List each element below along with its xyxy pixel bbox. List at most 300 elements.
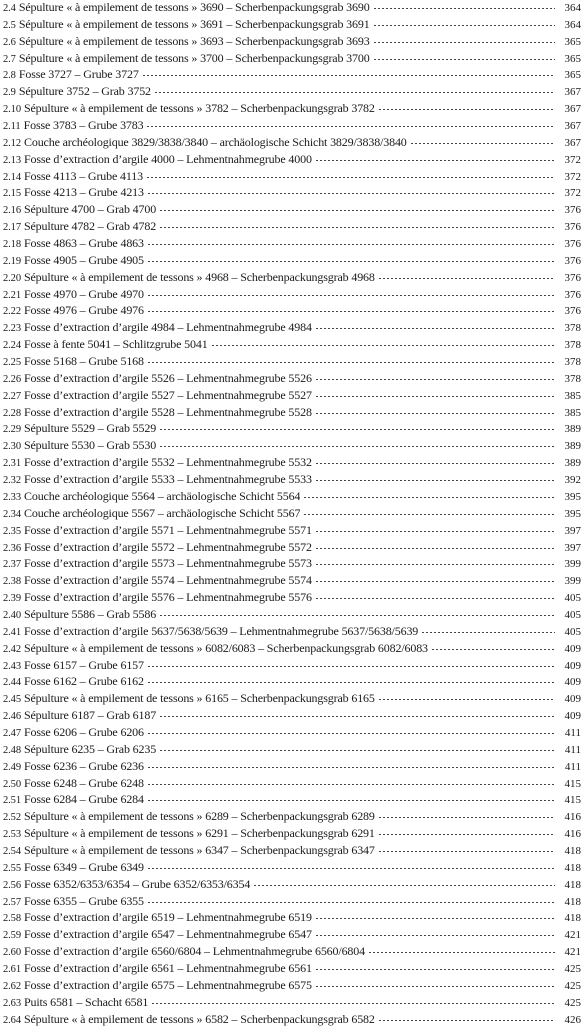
toc-dot-leader — [151, 1003, 555, 1004]
toc-entry[interactable] — [3, 219, 581, 236]
toc-entry-page-number: 392 — [564, 474, 581, 487]
toc-entry[interactable] — [3, 944, 581, 961]
toc-entry-page-number: 418 — [564, 861, 581, 874]
toc-dot-leader — [373, 25, 555, 26]
toc-dot-leader — [147, 868, 555, 869]
toc-entry-title: Fosse d’extraction d’argile 5573 – Lehmentnahmegrube 5573 — [23, 556, 312, 571]
toc-entry-title: Sépulture « à empilement de tessons » 6291 – Scherbenpackungsgrab 6291 — [23, 826, 375, 841]
toc-entry-title: Fosse 4863 – Grube 4863 — [23, 236, 144, 251]
toc-entry-page-number: 405 — [564, 592, 581, 605]
toc-dot-leader — [315, 379, 555, 380]
toc-entry-page-number: 397 — [564, 524, 581, 537]
toc-entry-title: Sépulture « à empilement de tessons » 6165 – Scherbenpackungsgrab 6165 — [23, 691, 375, 706]
toc-entry-page-number: 415 — [564, 777, 581, 790]
toc-entry-number: 2.25 — [3, 357, 21, 369]
toc-dot-leader — [154, 92, 555, 93]
toc-entry-title: Sépulture 4700 – Grab 4700 — [23, 202, 157, 217]
toc-entry-page-number: 418 — [564, 844, 581, 857]
toc-dot-leader — [147, 902, 555, 903]
toc-entry-number: 2.63 — [3, 997, 21, 1009]
toc-dot-leader — [315, 160, 555, 161]
toc-dot-leader — [146, 126, 555, 127]
toc-entry[interactable] — [3, 371, 581, 388]
toc-entry-number: 2.45 — [3, 694, 21, 706]
toc-entry-page-number: 399 — [564, 575, 581, 588]
toc-dot-leader — [315, 986, 555, 987]
toc-dot-leader — [146, 177, 555, 178]
toc-entry-title: Couche archéologique 5564 – archäologische Schicht 5564 — [23, 488, 301, 503]
toc-entry-page-number: 365 — [564, 69, 581, 82]
toc-entry[interactable] — [3, 1012, 581, 1028]
toc-dot-leader — [378, 109, 555, 110]
toc-entry-page-number: 411 — [564, 743, 581, 756]
toc-entry-title: Sépulture 6187 – Grab 6187 — [23, 708, 157, 723]
toc-dot-leader — [142, 75, 555, 76]
toc-entry-page-number: 409 — [564, 710, 581, 723]
toc-entry-number: 2.11 — [3, 121, 21, 133]
toc-entry-page-number: 378 — [564, 356, 581, 369]
toc-entry-page-number: 397 — [564, 541, 581, 554]
toc-entry-title: Fosse 6157 – Grube 6157 — [23, 657, 144, 672]
toc-entry[interactable] — [3, 877, 581, 894]
toc-entry-page-number: 372 — [564, 153, 581, 166]
toc-entry[interactable] — [3, 67, 581, 84]
toc-entry-title: Sépulture 6235 – Grab 6235 — [23, 741, 157, 756]
toc-dot-leader — [315, 581, 555, 582]
toc-entry[interactable] — [3, 843, 581, 860]
toc-entry-title: Sépulture 4782 – Grab 4782 — [23, 219, 157, 234]
toc-entry[interactable] — [3, 573, 581, 590]
toc-entry-number: 2.40 — [3, 609, 21, 621]
toc-entry-number: 2.28 — [3, 407, 21, 419]
table-of-contents — [3, 0, 581, 1028]
toc-dot-leader — [159, 615, 555, 616]
toc-entry-number: 2.51 — [3, 795, 21, 807]
toc-entry-title: Fosse d’extraction d’argile 5574 – Lehmentnahmegrube 5574 — [23, 573, 312, 588]
toc-entry-number: 2.24 — [3, 340, 21, 352]
toc-entry-number: 2.19 — [3, 255, 21, 267]
toc-dot-leader — [315, 918, 555, 919]
toc-entry[interactable] — [3, 776, 581, 793]
toc-entry-number: 2.57 — [3, 896, 21, 908]
toc-entry-number: 2.21 — [3, 289, 21, 301]
toc-entry[interactable] — [3, 455, 581, 472]
toc-entry-page-number: 378 — [564, 372, 581, 385]
toc-entry-page-number: 411 — [564, 760, 581, 773]
toc-dot-leader — [378, 834, 555, 835]
toc-entry-page-number: 421 — [564, 929, 581, 942]
toc-entry-title: Fosse d’extraction d’argile 5527 – Lehmentnahmegrube 5527 — [23, 387, 312, 402]
toc-entry-title: Fosse 6236 – Grube 6236 — [23, 758, 144, 773]
toc-entry-number: 2.7 — [3, 53, 16, 65]
toc-entry-title: Fosse d’extraction d’argile 5572 – Lehmentnahmegrube 5572 — [23, 539, 312, 554]
toc-entry-number: 2.35 — [3, 525, 21, 537]
toc-entry-number: 2.49 — [3, 761, 21, 773]
toc-entry-title: Fosse 3783 – Grube 3783 — [23, 118, 144, 133]
toc-entry[interactable] — [3, 624, 581, 641]
toc-entry-title: Fosse d’extraction d’argile 4000 – Lehmentnahmegrube 4000 — [23, 151, 312, 166]
toc-dot-leader — [315, 969, 555, 970]
toc-entry-number: 2.39 — [3, 593, 21, 605]
toc-entry-title: Couche archéologique 3829/3838/3840 – archäologische Schicht 3829/3838/3840 — [23, 134, 407, 149]
toc-dot-leader — [378, 817, 555, 818]
toc-entry-title: Fosse d’extraction d’argile 5576 – Lehmentnahmegrube 5576 — [23, 590, 312, 605]
toc-entry-page-number: 409 — [564, 659, 581, 672]
toc-entry-page-number: 416 — [564, 811, 581, 824]
toc-entry-number: 2.14 — [3, 171, 21, 183]
toc-entry[interactable] — [3, 185, 581, 202]
toc-dot-leader — [378, 699, 555, 700]
toc-entry-title: Fosse 6352/6353/6354 – Grube 6352/6353/6354 — [23, 876, 251, 891]
toc-entry-page-number: 364 — [564, 2, 581, 14]
toc-entry[interactable] — [3, 792, 581, 809]
toc-entry[interactable] — [3, 438, 581, 455]
toc-dot-leader — [159, 429, 555, 430]
toc-entry-page-number: 425 — [564, 962, 581, 975]
toc-entry-title: Fosse d’extraction d’argile 4984 – Lehmentnahmegrube 4984 — [23, 320, 312, 335]
toc-entry-page-number: 389 — [564, 440, 581, 453]
toc-entry-title: Fosse 6248 – Grube 6248 — [23, 775, 144, 790]
toc-entry[interactable] — [3, 910, 581, 927]
toc-entry-title: Fosse à fente 5041 – Schlitzgrube 5041 — [23, 337, 208, 352]
toc-dot-leader — [147, 733, 555, 734]
toc-entry-number: 2.59 — [3, 930, 21, 942]
toc-dot-leader — [147, 362, 555, 363]
toc-entry[interactable] — [3, 51, 581, 68]
toc-entry-page-number: 389 — [564, 457, 581, 470]
toc-entry-title: Fosse 4213 – Grube 4213 — [23, 185, 144, 200]
toc-entry[interactable] — [3, 759, 581, 776]
toc-dot-leader — [378, 278, 555, 279]
toc-entry-page-number: 367 — [564, 103, 581, 116]
toc-entry-number: 2.22 — [3, 306, 21, 318]
toc-entry-number: 2.30 — [3, 441, 21, 453]
toc-entry[interactable] — [3, 590, 581, 607]
toc-entry-number: 2.32 — [3, 475, 21, 487]
toc-entry[interactable] — [3, 17, 581, 34]
toc-entry-title: Sépulture 3752 – Grab 3752 — [18, 84, 151, 99]
toc-entry-page-number: 376 — [564, 288, 581, 301]
toc-entry[interactable] — [3, 540, 581, 557]
toc-entry[interactable] — [3, 860, 581, 877]
toc-entry-title: Fosse d’extraction d’argile 5533 – Lehmentnahmegrube 5533 — [23, 472, 312, 487]
toc-entry-number: 2.9 — [3, 87, 16, 99]
toc-dot-leader — [315, 564, 555, 565]
toc-entry-title: Fosse 6162 – Grube 6162 — [23, 674, 144, 689]
toc-entry[interactable] — [3, 421, 581, 438]
toc-entry[interactable] — [3, 169, 581, 186]
toc-entry-number: 2.16 — [3, 205, 21, 217]
toc-entry-page-number: 425 — [564, 996, 581, 1009]
toc-entry-page-number: 376 — [564, 305, 581, 318]
toc-entry[interactable] — [3, 0, 581, 17]
toc-entry-number: 2.37 — [3, 559, 21, 571]
toc-entry[interactable] — [3, 995, 581, 1012]
toc-entry-number: 2.62 — [3, 980, 21, 992]
toc-entry-page-number: 415 — [564, 794, 581, 807]
toc-entry-number: 2.5 — [3, 19, 16, 31]
toc-entry-title: Sépulture 5586 – Grab 5586 — [23, 606, 157, 621]
toc-dot-leader — [315, 480, 555, 481]
toc-entry[interactable] — [3, 894, 581, 911]
toc-entry-page-number: 365 — [564, 35, 581, 48]
toc-entry[interactable] — [3, 135, 581, 152]
toc-entry-number: 2.61 — [3, 963, 21, 975]
toc-entry-page-number: 405 — [564, 608, 581, 621]
toc-entry-title: Fosse d’extraction d’argile 6519 – Lehmentnahmegrube 6519 — [23, 910, 312, 925]
toc-entry-page-number: 395 — [564, 490, 581, 503]
toc-entry[interactable] — [3, 523, 581, 540]
toc-entry-title: Fosse 4970 – Grube 4970 — [23, 286, 144, 301]
toc-entry-number: 2.18 — [3, 239, 21, 251]
toc-entry[interactable] — [3, 34, 581, 51]
toc-dot-leader — [303, 514, 555, 515]
toc-entry-page-number: 405 — [564, 625, 581, 638]
toc-entry[interactable] — [3, 658, 581, 675]
toc-dot-leader — [303, 497, 555, 498]
toc-dot-leader — [315, 463, 555, 464]
toc-entry-title: Fosse 4905 – Grube 4905 — [23, 252, 144, 267]
toc-entry-page-number: 378 — [564, 339, 581, 352]
toc-dot-leader — [159, 210, 555, 211]
toc-entry-page-number: 376 — [564, 238, 581, 251]
toc-entry[interactable] — [3, 506, 581, 523]
toc-entry-page-number: 426 — [564, 1013, 581, 1026]
toc-entry[interactable] — [3, 287, 581, 304]
toc-dot-leader — [211, 345, 555, 346]
toc-entry[interactable] — [3, 826, 581, 843]
toc-dot-leader — [147, 244, 555, 245]
toc-dot-leader — [159, 227, 555, 228]
toc-entry-page-number: 365 — [564, 52, 581, 65]
toc-dot-leader — [373, 8, 555, 9]
toc-entry-title: Fosse d’extraction d’argile 5532 – Lehmentnahmegrube 5532 — [23, 455, 312, 470]
toc-dot-leader — [410, 143, 555, 144]
toc-entry-title: Fosse 6206 – Grube 6206 — [23, 724, 144, 739]
toc-entry[interactable] — [3, 742, 581, 759]
toc-entry-number: 2.41 — [3, 626, 21, 638]
toc-entry-number: 2.42 — [3, 643, 21, 655]
toc-entry[interactable] — [3, 978, 581, 995]
toc-entry[interactable] — [3, 725, 581, 742]
toc-entry-page-number: 418 — [564, 878, 581, 891]
toc-entry[interactable] — [3, 320, 581, 337]
toc-entry-number: 2.36 — [3, 542, 21, 554]
toc-entry-title: Fosse 6284 – Grube 6284 — [23, 792, 144, 807]
toc-entry[interactable] — [3, 691, 581, 708]
toc-entry[interactable] — [3, 961, 581, 978]
toc-entry-page-number: 416 — [564, 828, 581, 841]
toc-entry[interactable] — [3, 641, 581, 658]
toc-entry[interactable] — [3, 927, 581, 944]
toc-dot-leader — [159, 446, 555, 447]
toc-entry-number: 2.33 — [3, 491, 21, 503]
toc-entry-number: 2.23 — [3, 323, 21, 335]
toc-dot-leader — [159, 716, 555, 717]
toc-entry-title: Fosse d’extraction d’argile 6575 – Lehmentnahmegrube 6575 — [23, 977, 312, 992]
toc-entry-number: 2.6 — [3, 36, 16, 48]
toc-entry-title: Fosse d’extraction d’argile 6560/6804 – Lehmentnahmegrube 6560/6804 — [23, 944, 365, 959]
toc-entry-title: Sépulture « à empilement de tessons » 3693 – Scherbenpackungsgrab 3693 — [18, 33, 370, 48]
toc-entry-number: 2.50 — [3, 778, 21, 790]
toc-dot-leader — [315, 531, 555, 532]
toc-entry-number: 2.60 — [3, 947, 21, 959]
toc-entry-page-number: 425 — [564, 979, 581, 992]
toc-dot-leader — [431, 649, 555, 650]
toc-dot-leader — [315, 328, 555, 329]
toc-entry-page-number: 411 — [564, 726, 581, 739]
toc-entry-number: 2.54 — [3, 845, 21, 857]
toc-entry-number: 2.26 — [3, 373, 21, 385]
toc-dot-leader — [378, 1020, 555, 1021]
toc-dot-leader — [315, 396, 555, 397]
toc-entry[interactable] — [3, 337, 581, 354]
toc-entry-number: 2.20 — [3, 272, 21, 284]
toc-entry[interactable] — [3, 708, 581, 725]
toc-dot-leader — [253, 885, 555, 886]
toc-entry[interactable] — [3, 556, 581, 573]
toc-dot-leader — [378, 851, 555, 852]
toc-dot-leader — [147, 682, 555, 683]
toc-dot-leader — [421, 632, 555, 633]
toc-entry-number: 2.15 — [3, 188, 21, 200]
toc-entry-page-number: 409 — [564, 693, 581, 706]
toc-entry[interactable] — [3, 489, 581, 506]
toc-entry-number: 2.43 — [3, 660, 21, 672]
toc-entry-title: Fosse d’extraction d’argile 5528 – Lehmentnahmegrube 5528 — [23, 404, 312, 419]
toc-entry-number: 2.53 — [3, 829, 21, 841]
toc-dot-leader — [315, 598, 555, 599]
toc-entry-page-number: 409 — [564, 642, 581, 655]
toc-entry-number: 2.34 — [3, 508, 21, 520]
toc-entry[interactable] — [3, 303, 581, 320]
toc-entry-page-number: 421 — [564, 946, 581, 959]
toc-entry-title: Fosse 3727 – Grube 3727 — [18, 67, 139, 82]
toc-dot-leader — [147, 261, 555, 262]
toc-entry-number: 2.64 — [3, 1014, 21, 1026]
toc-entry[interactable] — [3, 405, 581, 422]
toc-entry-number: 2.12 — [3, 137, 21, 149]
toc-entry-title: Sépulture « à empilement de tessons » 3782 – Scherbenpackungsgrab 3782 — [23, 101, 375, 116]
toc-entry-number: 2.4 — [3, 3, 16, 14]
toc-dot-leader — [315, 935, 555, 936]
toc-entry[interactable] — [3, 270, 581, 287]
toc-entry[interactable] — [3, 809, 581, 826]
toc-entry-page-number: 389 — [564, 423, 581, 436]
toc-dot-leader — [373, 59, 555, 60]
toc-entry-title: Sépulture 5530 – Grab 5530 — [23, 438, 157, 453]
toc-dot-leader — [315, 548, 555, 549]
toc-entry[interactable] — [3, 202, 581, 219]
toc-entry-title: Sépulture « à empilement de tessons » 6082/6083 – Scherbenpackungsgrab 6082/6083 — [23, 640, 428, 655]
toc-entry-number: 2.58 — [3, 913, 21, 925]
toc-entry-page-number: 376 — [564, 254, 581, 267]
toc-entry-title: Sépulture « à empilement de tessons » 4968 – Scherbenpackungsgrab 4968 — [23, 269, 375, 284]
toc-entry-title: Couche archéologique 5567 – archäologische Schicht 5567 — [23, 505, 301, 520]
toc-dot-leader — [368, 952, 555, 953]
toc-entry-number: 2.10 — [3, 104, 21, 116]
toc-entry-title: Fosse d’extraction d’argile 6561 – Lehmentnahmegrube 6561 — [23, 960, 312, 975]
toc-entry-title: Sépulture « à empilement de tessons » 3700 – Scherbenpackungsgrab 3700 — [18, 50, 370, 65]
toc-entry[interactable] — [3, 607, 581, 624]
toc-entry-title: Sépulture « à empilement de tessons » 3691 – Scherbenpackungsgrab 3691 — [18, 16, 370, 31]
toc-entry-number: 2.38 — [3, 576, 21, 588]
toc-entry[interactable] — [3, 674, 581, 691]
toc-entry-number: 2.44 — [3, 677, 21, 689]
toc-entry-number: 2.46 — [3, 711, 21, 723]
toc-entry-page-number: 378 — [564, 322, 581, 335]
toc-entry-number: 2.31 — [3, 458, 21, 470]
toc-entry[interactable] — [3, 236, 581, 253]
toc-dot-leader — [147, 784, 555, 785]
toc-entry[interactable] — [3, 388, 581, 405]
toc-entry-number: 2.17 — [3, 222, 21, 234]
toc-entry-number: 2.56 — [3, 879, 21, 891]
toc-entry-number: 2.48 — [3, 744, 21, 756]
toc-entry-number: 2.47 — [3, 727, 21, 739]
toc-entry-title: Sépulture « à empilement de tessons » 6582 – Scherbenpackungsgrab 6582 — [23, 1011, 375, 1026]
toc-entry-page-number: 409 — [564, 676, 581, 689]
toc-entry-title: Fosse d’extraction d’argile 5526 – Lehmentnahmegrube 5526 — [23, 370, 312, 385]
toc-entry-page-number: 376 — [564, 204, 581, 217]
toc-entry-number: 2.8 — [3, 70, 16, 82]
toc-entry-title: Fosse 4976 – Grube 4976 — [23, 303, 144, 318]
toc-entry-title: Sépulture « à empilement de tessons » 6289 – Scherbenpackungsgrab 6289 — [23, 809, 375, 824]
toc-entry-page-number: 372 — [564, 170, 581, 183]
toc-entry[interactable] — [3, 84, 581, 101]
toc-entry-number: 2.52 — [3, 812, 21, 824]
toc-entry-title: Sépulture « à empilement de tessons » 3690 – Scherbenpackungsgrab 3690 — [18, 0, 370, 14]
toc-entry-page-number: 367 — [564, 136, 581, 149]
toc-entry-number: 2.29 — [3, 424, 21, 436]
toc-entry-title: Sépulture 5529 – Grab 5529 — [23, 421, 157, 436]
toc-dot-leader — [159, 750, 555, 751]
toc-entry-number: 2.55 — [3, 862, 21, 874]
toc-entry-title: Fosse d’extraction d’argile 5637/5638/5639 – Lehmentnahmegrube 5637/5638/5639 — [23, 623, 419, 638]
toc-entry[interactable] — [3, 472, 581, 489]
toc-dot-leader — [315, 413, 555, 414]
toc-entry-number: 2.13 — [3, 154, 21, 166]
toc-entry-title: Fosse 6355 – Grube 6355 — [23, 893, 144, 908]
toc-dot-leader — [147, 767, 555, 768]
toc-entry-page-number: 376 — [564, 271, 581, 284]
toc-entry-page-number: 367 — [564, 120, 581, 133]
toc-entry[interactable] — [3, 101, 581, 118]
toc-entry-page-number: 418 — [564, 895, 581, 908]
toc-entry-title: Fosse 5168 – Grube 5168 — [23, 354, 144, 369]
toc-entry-title: Fosse 6349 – Grube 6349 — [23, 859, 144, 874]
toc-dot-leader — [373, 42, 555, 43]
toc-entry-page-number: 399 — [564, 558, 581, 571]
toc-entry-title: Sépulture « à empilement de tessons » 6347 – Scherbenpackungsgrab 6347 — [23, 842, 375, 857]
toc-entry-page-number: 372 — [564, 187, 581, 200]
toc-entry[interactable] — [3, 253, 581, 270]
toc-entry-page-number: 385 — [564, 389, 581, 402]
toc-entry-page-number: 367 — [564, 86, 581, 99]
toc-entry-page-number: 364 — [564, 18, 581, 31]
toc-entry-title: Puits 6581 – Schacht 6581 — [23, 994, 149, 1009]
toc-entry[interactable] — [3, 354, 581, 371]
toc-dot-leader — [147, 800, 555, 801]
toc-entry-page-number: 395 — [564, 507, 581, 520]
toc-entry[interactable] — [3, 118, 581, 135]
toc-dot-leader — [147, 193, 555, 194]
toc-entry-title: Fosse d’extraction d’argile 6547 – Lehmentnahmegrube 6547 — [23, 927, 312, 942]
toc-entry-title: Fosse d’extraction d’argile 5571 – Lehmentnahmegrube 5571 — [23, 522, 312, 537]
toc-entry-number: 2.27 — [3, 390, 21, 402]
toc-entry[interactable] — [3, 152, 581, 169]
toc-entry-page-number: 385 — [564, 406, 581, 419]
